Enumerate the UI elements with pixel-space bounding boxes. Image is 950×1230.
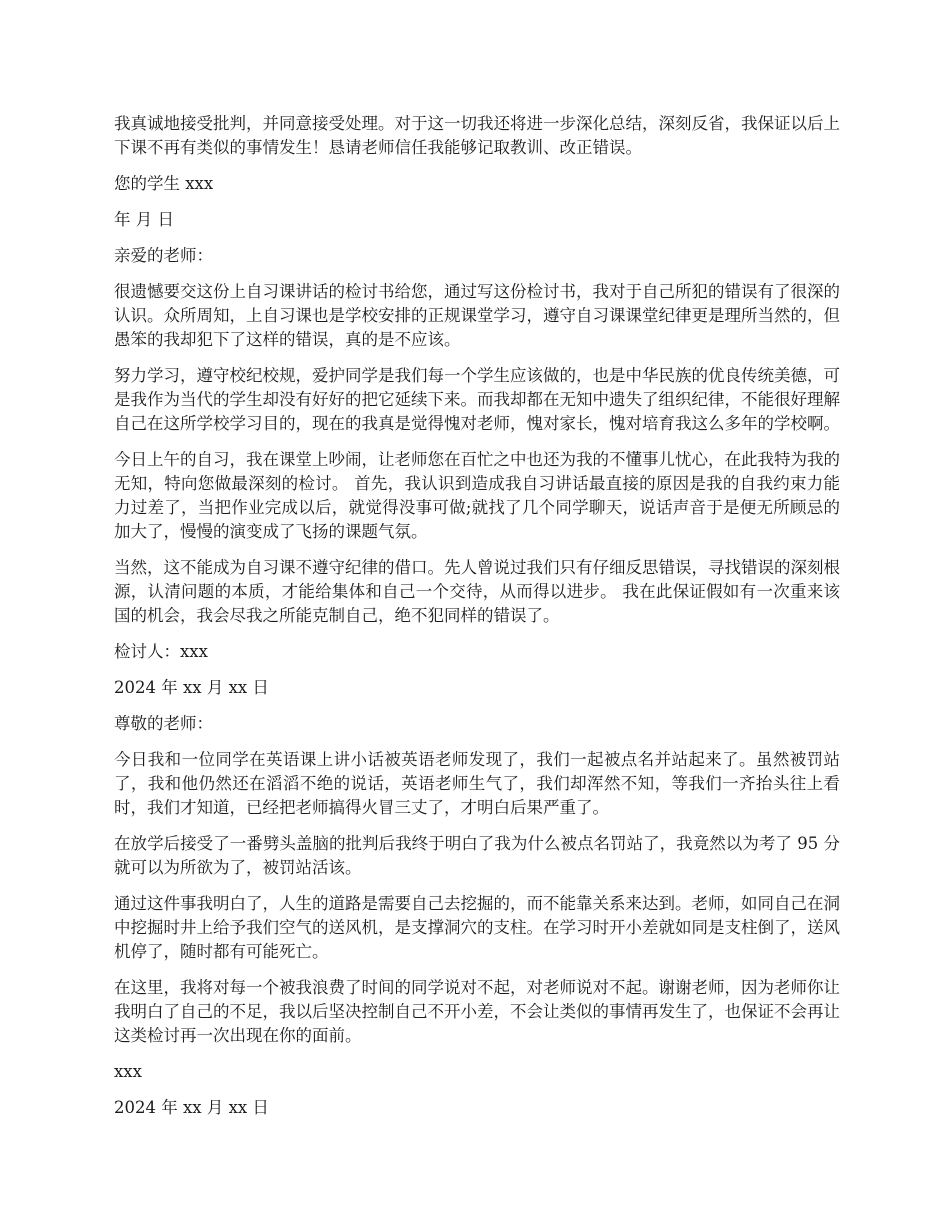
document-page — [114, 112, 840, 1132]
date-line: 2024 年 xx 月 xx 日 — [114, 678, 269, 697]
paragraph-body: 今日我和一位同学在英语课上讲小话被英语老师发现了，我们一起被点名并站起来了。虽然被罚站了，我和他仍然还在滔滔不绝的说话，英语老师生气了，我们却浑然不知，等我们一齐抬头往上看时，我们才知道，已经把老师搞得火冒三丈了，才明白后果严重了。 — [114, 750, 840, 817]
signature-name: xxx — [114, 1062, 142, 1081]
paragraph-body: 通过这件事我明白了，人生的道路是需要自己去挖掘的，而不能靠关系来达到。老师，如同自己在洞中挖掘时井上给予我们空气的送风机，是支撑洞穴的支柱。在学习时开小差就如同是支柱倒了，送风机停了，随时都有可能死亡。 — [114, 894, 840, 961]
paragraph-body: 很遗憾要交这份上自习课讲话的检讨书给您，通过写这份检讨书，我对于自己所犯的错误有了很深的认识。众所周知，上自习课也是学校安排的正规课堂学习，遵守自习课课堂纪律更是理所当然的，但愚笨的我却犯下了这样的错误，真的是不应该。 — [114, 282, 840, 349]
signature-reviewer: 检讨人：xxx — [114, 642, 208, 661]
paragraph-body: 努力学习，遵守校纪校规，爱护同学是我们每一个学生应该做的，也是中华民族的优良传统美德，可是我作为当代的学生却没有好好的把它延续下来。而我却都在无知中遗失了组织纪律，不能很好理解自己在这所学校学习目的，现在的我真是觉得愧对老师，愧对家长，愧对培育我这么多年的学校啊。 — [114, 366, 840, 433]
date-line-blank: 年 月 日 — [114, 210, 174, 229]
paragraph-body: 今日上午的自习，我在课堂上吵闹，让老师您在百忙之中也还为我的不懂事儿忧心，在此我特为我的无知，特向您做最深刻的检讨。 首先，我认识到造成我自习讲话最直接的原因是我的自我约束力能力过差了，当把作业完成以后，就觉得没事可做;就找了几个同学聊天，说话声音于是便无所顾忌的加大了，慢慢的演变成了飞扬的课题气氛。 — [114, 450, 840, 541]
salutation-dear-teacher: 亲爱的老师： — [114, 246, 213, 265]
salutation-respected-teacher: 尊敬的老师： — [114, 714, 213, 733]
date-line: 2024 年 xx 月 xx 日 — [114, 1098, 269, 1117]
signature-student: 您的学生 xxx — [114, 174, 214, 193]
paragraph-body: 在放学后接受了一番劈头盖脑的批判后我终于明白了我为什么被点名罚站了，我竟然以为考了 95 分就可以为所欲为了，被罚站活该。 — [114, 834, 840, 877]
paragraph-closing-pledge: 我真诚地接受批判，并同意接受处理。对于这一切我还将进一步深化总结，深刻反省，我保证以后上下课不再有类似的事情发生！恳请老师信任我能够记取教训、改正错误。 — [114, 114, 840, 157]
paragraph-body: 当然，这不能成为自习课不遵守纪律的借口。先人曾说过我们只有仔细反思错误，寻找错误的深刻根源，认清问题的本质，才能给集体和自己一个交待，从而得以进步。 我在此保证假如有一次重来该国的机会，我会尽我之所能克制自己，绝不犯同样的错误了。 — [114, 558, 840, 625]
paragraph-body: 在这里，我将对每一个被我浪费了时间的同学说对不起，对老师说对不起。谢谢老师，因为老师你让我明白了自己的不足，我以后坚决控制自己不开小差，不会让类似的事情再发生了，也保证不会再让这类检讨再一次出现在你的面前。 — [114, 978, 840, 1045]
